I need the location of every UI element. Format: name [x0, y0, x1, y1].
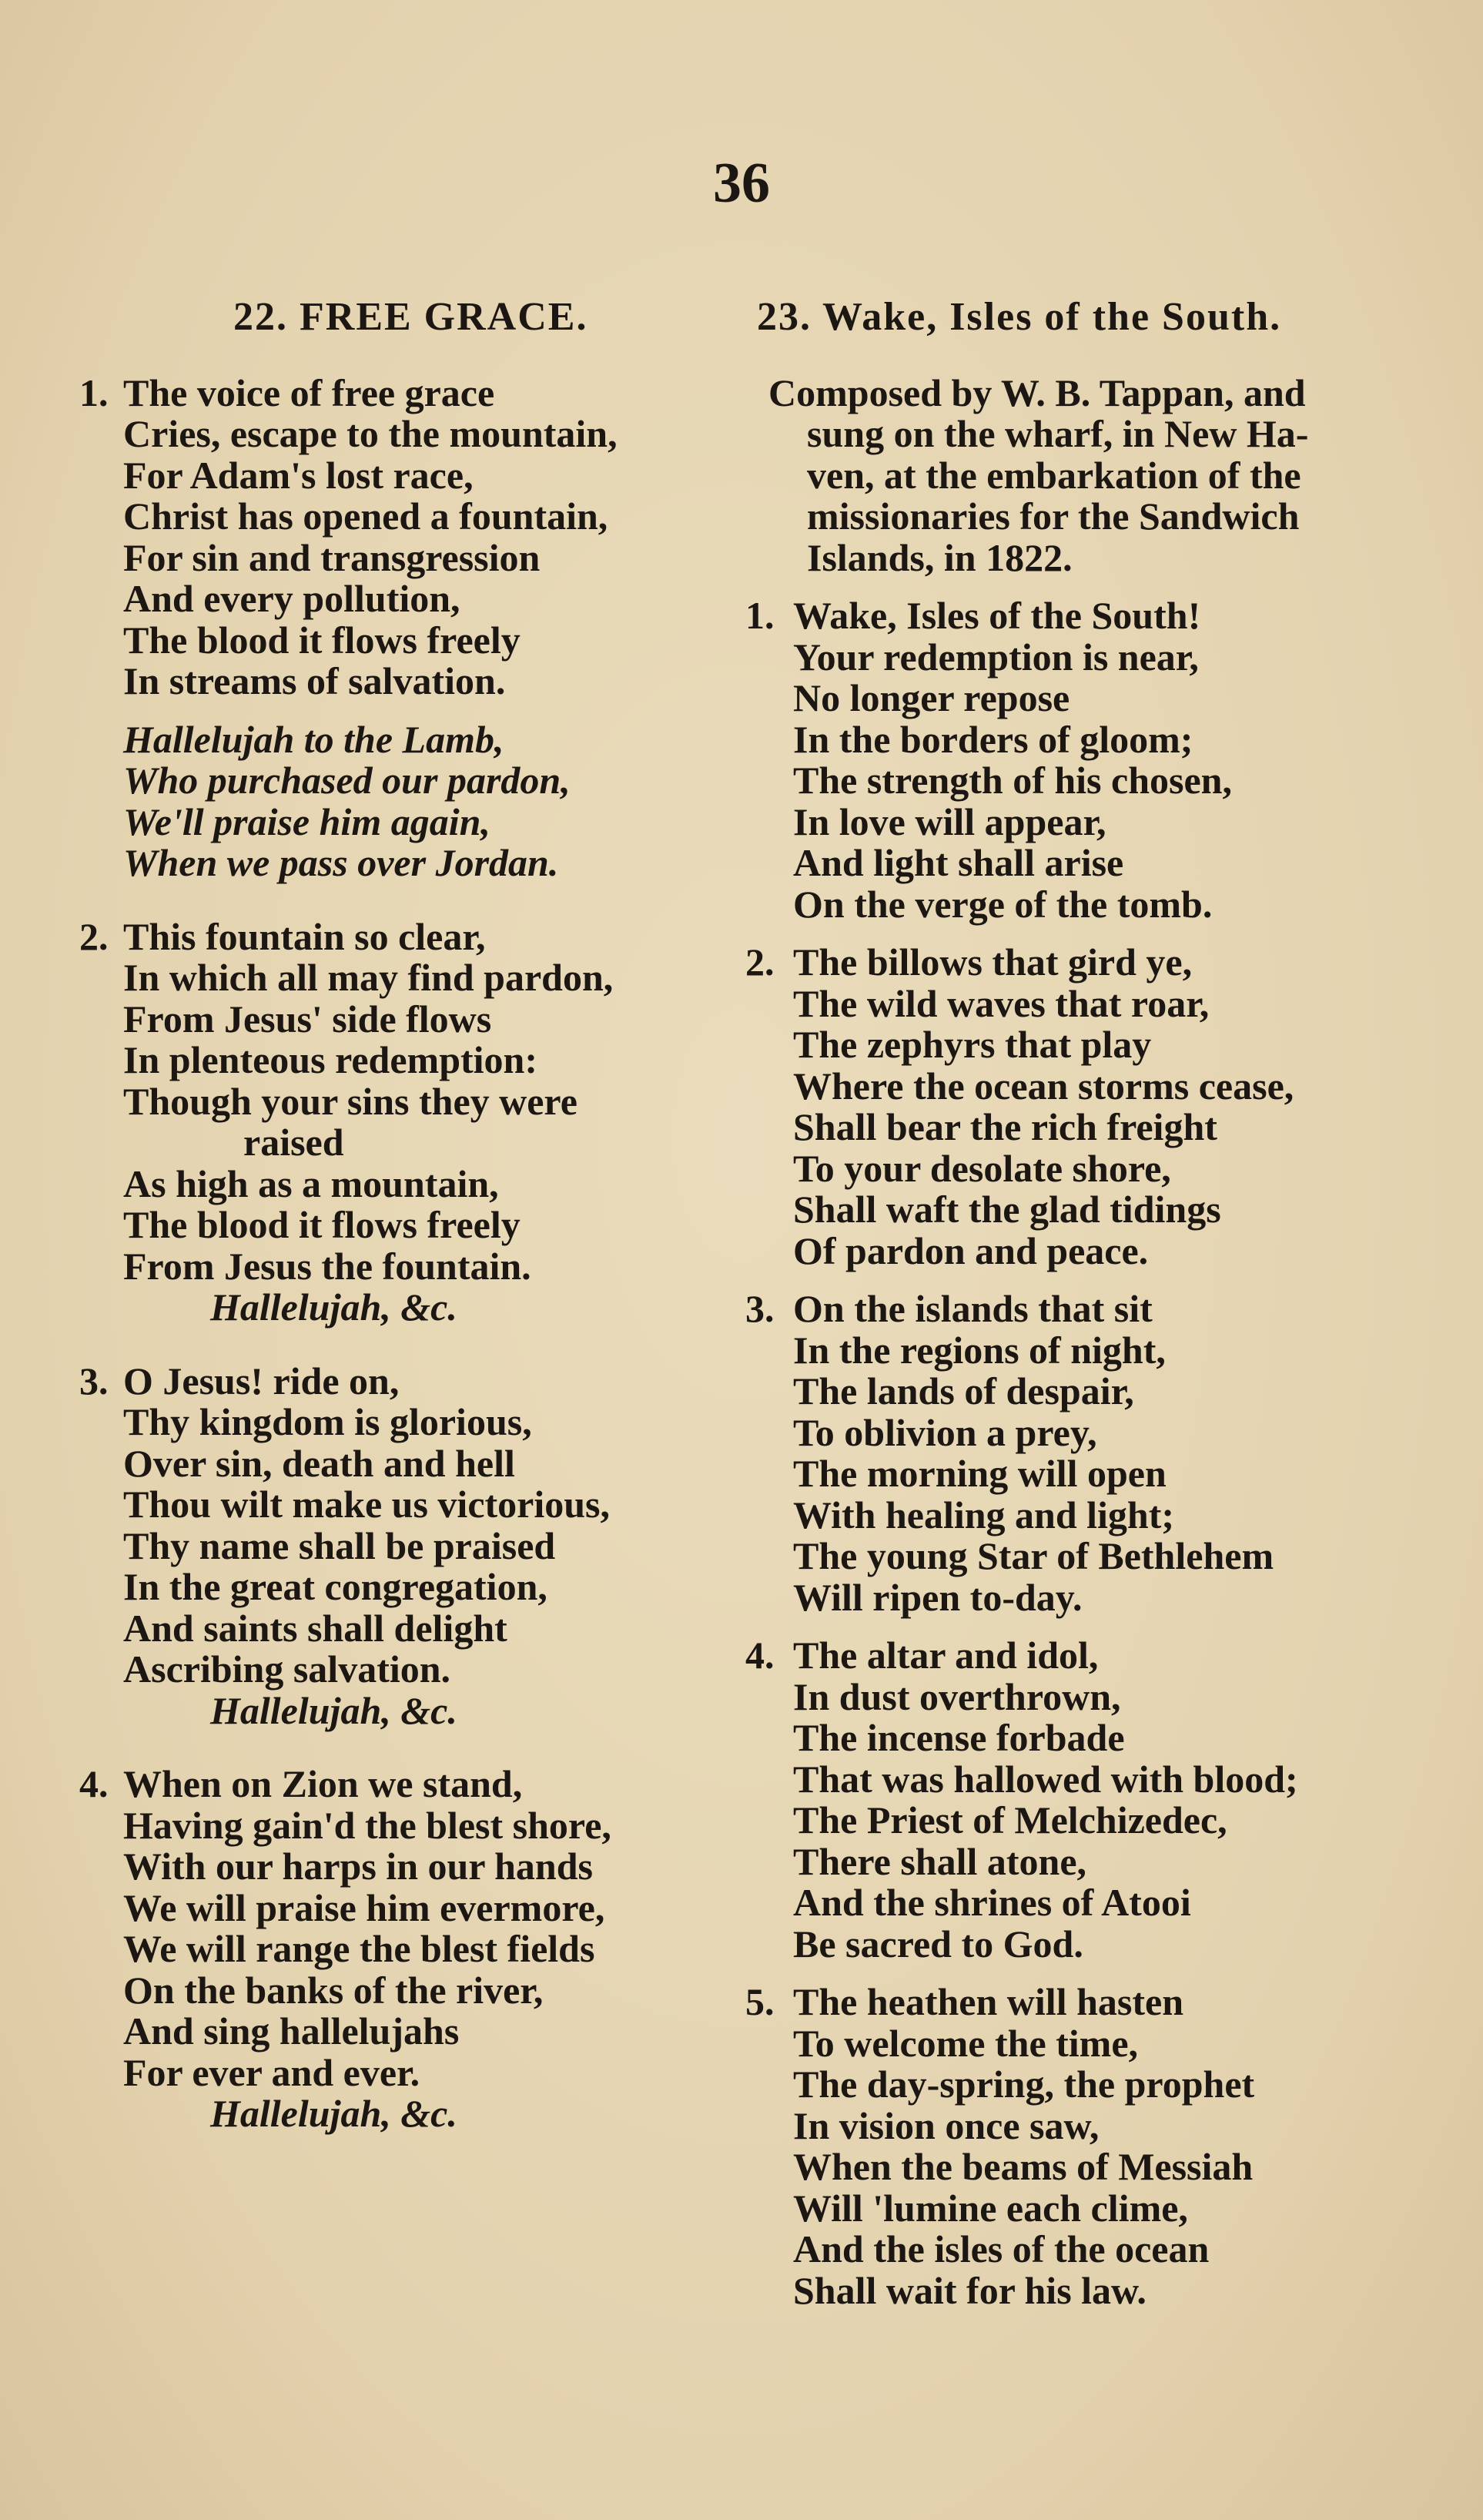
- stanza-line: For ever and ever.: [123, 2050, 420, 2094]
- composition-note: [745, 370, 1438, 579]
- stanza-line: Shall bear the rich freight: [793, 1105, 1217, 1148]
- note-line: Islands, in 1822.: [807, 535, 1073, 579]
- stanza-line: And every pollution,: [123, 577, 460, 620]
- hymn-23-column: [745, 297, 1438, 2328]
- stanza-line: 5. The heathen will hasten: [745, 1980, 1184, 2023]
- chorus-line: Hallelujah to the Lamb,: [123, 717, 504, 761]
- stanza-line: The incense forbade: [793, 1716, 1125, 1759]
- stanza-line: 2. This fountain so clear,: [79, 914, 486, 958]
- stanza-number: 2.: [79, 914, 109, 958]
- stanza-number: 1.: [745, 594, 775, 637]
- chorus-line: Who purchased our pardon,: [123, 759, 571, 802]
- note-line: sung on the wharf, in New Ha-: [807, 412, 1309, 455]
- stanza-line: We will range the blest fields: [123, 1927, 595, 1970]
- stanza-line: To oblivion a prey,: [793, 1410, 1097, 1454]
- stanza-2: [745, 942, 1438, 1272]
- stanza-number: 3.: [745, 1287, 775, 1330]
- stanza-line: There shall atone,: [793, 1839, 1087, 1883]
- chorus-line: When we pass over Jordan.: [123, 841, 559, 884]
- stanza-line: Shall waft the glad tidings: [793, 1188, 1221, 1231]
- stanza-line: The strength of his chosen,: [793, 759, 1232, 802]
- stanza-line: And light shall arise: [793, 841, 1124, 884]
- stanza-line: And sing hallelujahs: [123, 2009, 460, 2053]
- stanza-line: The blood it flows freely: [123, 1203, 521, 1246]
- stanza-line: 1. Wake, Isles of the South!: [745, 594, 1201, 637]
- stanza-line: 4. The altar and idol,: [745, 1634, 1099, 1677]
- stanza-line: Will 'lumine each clime,: [793, 2186, 1188, 2230]
- stanza-line: In vision once saw,: [793, 2103, 1100, 2147]
- note-line: missionaries for the Sandwich: [807, 494, 1300, 538]
- stanza-line: When the beams of Messiah: [793, 2145, 1254, 2188]
- refrain-reference: Hallelujah, &c.: [210, 1285, 457, 1329]
- stanza-line: And the isles of the ocean: [793, 2227, 1210, 2270]
- stanza-line: From Jesus the fountain.: [123, 1244, 531, 1288]
- stanza-line: The lands of despair,: [793, 1369, 1134, 1412]
- stanza-line: We will praise him evermore,: [123, 1885, 605, 1929]
- stanza-line: In the borders of gloom;: [793, 717, 1193, 761]
- stanza-line: On the verge of the tomb.: [793, 882, 1213, 926]
- stanza-number: 2.: [745, 940, 775, 984]
- stanza-line: In dust overthrown,: [793, 1674, 1121, 1718]
- stanza-number: 3.: [79, 1359, 109, 1402]
- refrain-reference: Hallelujah, &c.: [210, 1688, 457, 1732]
- stanza-line: With healing and light;: [793, 1493, 1175, 1536]
- stanza-line: 2. The billows that gird ye,: [745, 940, 1193, 984]
- stanza-line: That was hallowed with blood;: [793, 1757, 1298, 1801]
- stanza-line: In plenteous redemption:: [123, 1038, 538, 1081]
- stanza-line: In love will appear,: [793, 799, 1106, 843]
- chorus-line: We'll praise him again,: [123, 799, 490, 843]
- stanza-line: Cries, escape to the mountain,: [123, 412, 618, 455]
- stanza-line: On the banks of the river,: [123, 1968, 544, 2012]
- note-line: Composed by W. B. Tappan, and: [768, 370, 1306, 414]
- stanza-2: [79, 914, 722, 1329]
- stanza-3: [745, 1288, 1438, 1618]
- stanza-line: The blood it flows freely: [123, 618, 521, 662]
- stanza-line: In the great congregation,: [123, 1565, 547, 1608]
- page-number: 36: [713, 152, 770, 215]
- stanza-line: Ascribing salvation.: [123, 1647, 451, 1691]
- stanza-line: And the shrines of Atooi: [793, 1881, 1191, 1924]
- stanza-line: Over sin, death and hell: [123, 1441, 515, 1485]
- stanza-line: Having gain'd the blest shore,: [123, 1803, 611, 1847]
- note-line: ven, at the embarkation of the: [807, 453, 1301, 497]
- stanza-line: 3. O Jesus! ride on,: [79, 1359, 400, 1402]
- stanza-line: From Jesus' side flows: [123, 997, 492, 1041]
- stanza-line: 1. The voice of free grace: [79, 370, 495, 414]
- stanza-line: The Priest of Melchizedec,: [793, 1798, 1227, 1841]
- stanza-number: 5.: [745, 1980, 775, 2023]
- hymn-title: 23. Wake, Isles of the South.: [757, 295, 1282, 339]
- stanza-line: In streams of salvation.: [123, 659, 506, 702]
- stanza-line: For sin and transgression: [123, 535, 541, 579]
- stanza-number: 4.: [745, 1634, 775, 1677]
- stanza-4: [79, 1764, 722, 2135]
- stanza-line: Be sacred to God.: [793, 1922, 1083, 1965]
- stanza-line: No longer repose: [793, 676, 1070, 719]
- stanza-5: [745, 1982, 1438, 2311]
- stanza-number: 1.: [79, 370, 109, 414]
- stanza-line: Thy kingdom is glorious,: [123, 1400, 532, 1443]
- stanza-line: As high as a mountain,: [123, 1161, 499, 1205]
- stanza-line: raised: [243, 1121, 344, 1164]
- stanza-line: With our harps in our hands: [123, 1845, 593, 1888]
- stanza-line: The young Star of Bethlehem: [793, 1534, 1274, 1577]
- stanza-line: Thy name shall be praised: [123, 1523, 556, 1567]
- stanza-line: Thou wilt make us victorious,: [123, 1483, 611, 1526]
- stanza-line: The zephyrs that play: [793, 1023, 1152, 1066]
- stanza-line: Though your sins they were: [123, 1079, 577, 1123]
- stanza-line: Christ has opened a fountain,: [123, 494, 608, 538]
- hymn-22-column: [79, 297, 722, 2167]
- stanza-1: [745, 595, 1438, 925]
- stanza-line: 3. On the islands that sit: [745, 1287, 1153, 1330]
- stanza-line: The morning will open: [793, 1452, 1167, 1495]
- stanza-4: [745, 1635, 1438, 1965]
- stanza-line: In the regions of night,: [793, 1328, 1166, 1372]
- stanza-line: Your redemption is near,: [793, 635, 1199, 679]
- stanza-line: In which all may find pardon,: [123, 956, 614, 999]
- refrain-reference: Hallelujah, &c.: [210, 2092, 457, 2135]
- stanza-number: 4.: [79, 1762, 109, 1805]
- stanza-line: Where the ocean storms cease,: [793, 1064, 1294, 1108]
- chorus: [123, 702, 722, 884]
- stanza-line: Will ripen to-day.: [793, 1575, 1083, 1619]
- stanza-line: Of pardon and peace.: [793, 1228, 1149, 1272]
- stanza-line: To welcome the time,: [793, 2021, 1139, 2065]
- stanza-line: And saints shall delight: [123, 1606, 507, 1650]
- stanza-line: The day-spring, the prophet: [793, 2063, 1255, 2106]
- stanza-line: Shall wait for his law.: [793, 2268, 1147, 2312]
- stanza-1: [79, 370, 722, 884]
- hymn-title: 22. FREE GRACE.: [233, 295, 588, 339]
- stanza-line: For Adam's lost race,: [123, 453, 474, 497]
- stanza-line: The wild waves that roar,: [793, 981, 1210, 1025]
- stanza-line: 4. When on Zion we stand,: [79, 1762, 523, 1805]
- stanza-line: To your desolate shore,: [793, 1146, 1171, 1190]
- stanza-3: [79, 1361, 722, 1732]
